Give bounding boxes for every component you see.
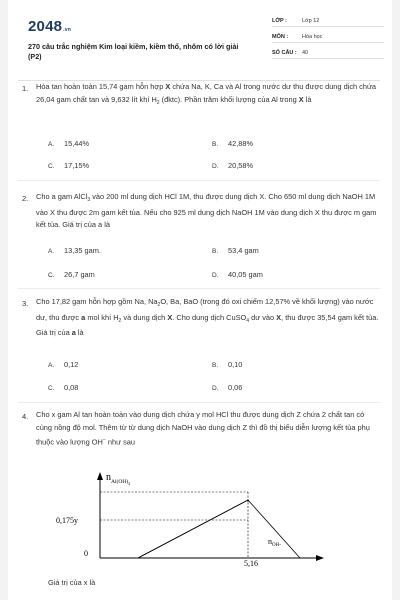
option-a[interactable]: A. 15,44% bbox=[48, 139, 90, 148]
option-d[interactable]: D. 40,05 gam bbox=[212, 270, 263, 279]
option-d[interactable]: D. 20,58% bbox=[212, 161, 254, 170]
option-b[interactable]: B. 42,88% bbox=[212, 139, 254, 148]
option-c[interactable]: C. 0,08 bbox=[48, 383, 79, 392]
x-axis bbox=[100, 555, 324, 561]
document-page bbox=[8, 0, 392, 600]
meta-subject: MÔN : Hóa học bbox=[272, 32, 384, 43]
question-number: 2. bbox=[22, 194, 29, 203]
question-divider bbox=[18, 180, 380, 181]
y-axis-label: $n_{Al(OH)3}$ bbox=[106, 472, 131, 486]
question-divider bbox=[18, 402, 380, 403]
x-axis-label: $n_{OH-}$ bbox=[268, 537, 281, 548]
falling-segment bbox=[248, 500, 300, 558]
option-d[interactable]: D. 0,06 bbox=[212, 383, 243, 392]
meta-class: LỚP : Lớp 12 bbox=[272, 16, 384, 27]
meta-question-count: SỐ CÂU : 40 bbox=[272, 48, 384, 59]
rising-segment bbox=[138, 500, 248, 558]
document-title: 270 câu trắc nghiệm Kim loại kiềm, kiềm thổ, nhôm có lời giải (P2) bbox=[28, 42, 239, 61]
question-number: 1. bbox=[22, 84, 29, 93]
question-text: Hòa tan hoàn toàn 15,74 gam hỗn hợp X chứa Na, K, Ca và Al trong nước dư thu được dung dịch chứa 26,04 gam chất tan và 9,632 lít khí $H_2$ (đktc). Phần trăm khối lượng của Al trong X là bbox=[36, 82, 377, 106]
question-text: Cho a gam AlCl$_3$ vào 200 ml dung dịch HCl 1M, thu được dung dịch X. Cho 650 ml dung dịch NaOH 1M vào X thu được 2m gam kết tủa. Nếu cho 925 ml dung dịch NaOH 1M vào dung dịch X thu được m gam kết tủa. Giá trị của a là bbox=[36, 192, 377, 229]
option-a[interactable]: A. 0,12 bbox=[48, 360, 79, 369]
document-header bbox=[18, 12, 380, 72]
site-logo[interactable]: 2048.vn bbox=[28, 18, 71, 35]
question-text: Cho 17,82 gam hỗn hợp gồm Na, $Na_2O$, Ba, BaO (trong đó oxi chiếm 12,57% về khối lượng) vào nước dư, thu được a mol khí $H_2$ và dung dịch X. Cho dung dịch CuSO$_4$ dư vào X, thu được 35,54 gam kết tủa. Giá trị của a là bbox=[36, 297, 379, 337]
x-tick-label: 5,16 bbox=[244, 559, 258, 568]
option-b[interactable]: B. 53,4 gam bbox=[212, 246, 259, 255]
option-b[interactable]: B. 0,10 bbox=[212, 360, 243, 369]
option-c[interactable]: C. 17,15% bbox=[48, 161, 90, 170]
question-divider bbox=[18, 288, 380, 289]
origin-label: 0 bbox=[84, 549, 88, 558]
y-tick-label: 0,175y bbox=[56, 516, 78, 525]
question-number: 4. bbox=[22, 412, 29, 421]
y-axis bbox=[97, 472, 103, 558]
option-c[interactable]: C. 26,7 gam bbox=[48, 270, 95, 279]
option-a[interactable]: A. 13,35 gam. bbox=[48, 246, 101, 255]
question-text: Cho x gam Al tan hoàn toàn vào dung dịch chứa y mol HCl thu được dung dịch Z chứa 2 chất tan có cùng nồng độ mol. Thêm từ từ dung dịch NaOH vào dung dịch Z thì đồ thị biểu diễn lượng kết tủa phụ thuộc vào lượng OH− như sau bbox=[36, 410, 370, 447]
question-number: 3. bbox=[22, 299, 29, 308]
question-followup: Giá trị của x là bbox=[48, 578, 96, 587]
precipitate-graph bbox=[48, 468, 348, 572]
